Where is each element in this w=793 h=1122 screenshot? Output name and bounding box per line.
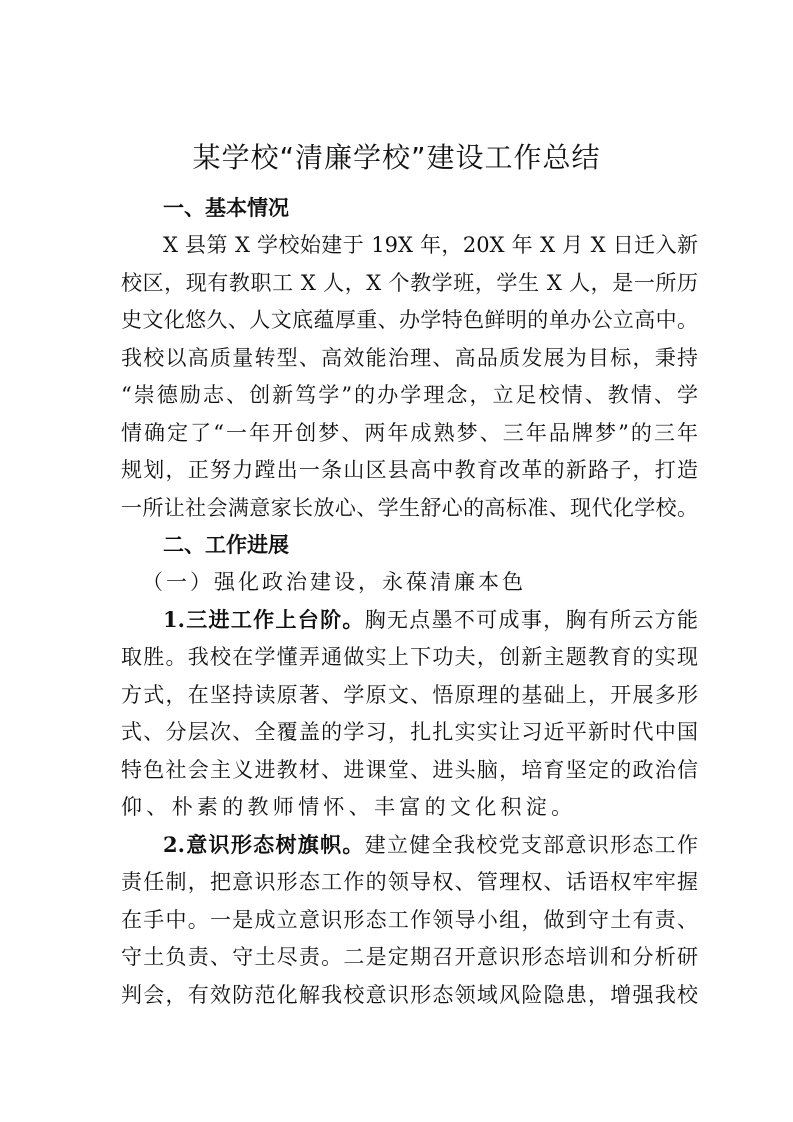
paragraph-line: 规划，正努力蹚出一条山区县高中教育改革的新路子，打造 — [121, 458, 698, 482]
paragraph-line: X 县第 X 学校始建于 19X 年，20X 年 X 月 X 日迁入新 — [163, 233, 698, 257]
paragraph-line: 史文化悠久、人文底蕴厚重、办学特色鲜明的单办公立高中。 — [121, 308, 698, 332]
paragraph-line: 责任制，把意识形态工作的领导权、管理权、话语权牢牢握 — [121, 870, 698, 894]
paragraph-line: 我校以高质量转型、高效能治理、高品质发展为目标，秉持 — [121, 346, 698, 370]
item-text: 建立健全我校党支部意识形态工作 — [364, 833, 698, 857]
paragraph-line: 式、分层次、全覆盖的学习，扎扎实实让习近平新时代中国 — [121, 720, 698, 744]
paragraph-line: “崇德励志、创新笃学”的办学理念，立足校情、教情、学 — [121, 383, 698, 407]
item-lead: 1.三进工作上台阶。 — [163, 607, 365, 632]
paragraph-line: 校区，现有教职工 X 人，X 个教学班，学生 X 人，是一所历 — [121, 271, 698, 295]
item-text: 胸无点墨不可成事，胸有所云方能 — [364, 608, 698, 632]
section-heading-basic-info: 一、基本情况 — [163, 196, 289, 220]
paragraph-line: 守土负责、守土尽责。二是定期召开意识形态培训和分析研 — [121, 945, 698, 969]
paragraph-line: 判会，有效防范化解我校意识形态领域风险隐患，增强我校 — [121, 983, 698, 1007]
subsection-heading: （一）强化政治建设，永葆清廉本色 — [142, 570, 526, 594]
paragraph-line: 取胜。我校在学懂弄通做实上下功夫，创新主题教育的实现 — [121, 645, 698, 669]
paragraph-line: 仰、朴素的教师情怀、丰富的文化积淀。 — [121, 795, 577, 819]
paragraph-line: 特色社会主义进教材、进课堂、进头脑，培育坚定的政治信 — [121, 758, 698, 782]
paragraph-line — [163, 605, 698, 635]
paragraph-line: 情确定了“一年开创梦、两年成熟梦、三年品牌梦”的三年 — [121, 421, 698, 445]
paragraph-line: 一所让社会满意家长放心、学生舒心的高标准、现代化学校。 — [121, 496, 698, 520]
paragraph-line: 在手中。一是成立意识形态工作领导小组，做到守土有责、 — [121, 908, 698, 932]
document-title: 某学校“清廉学校”建设工作总结 — [192, 141, 601, 174]
section-heading-progress: 二、工作进展 — [163, 533, 289, 557]
item-lead: 2.意识形态树旗帜。 — [163, 832, 365, 857]
paragraph-line — [163, 830, 698, 860]
paragraph-line: 方式，在坚持读原著、学原文、悟原理的基础上，开展多形 — [121, 683, 698, 707]
